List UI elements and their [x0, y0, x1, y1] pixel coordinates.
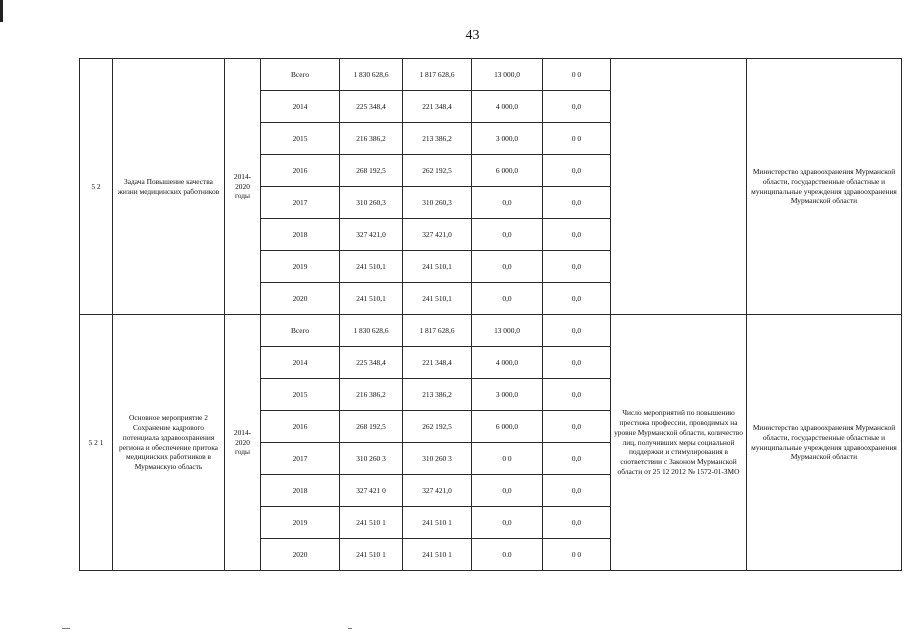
implementation-period: 2014-2020 годы	[225, 59, 261, 315]
year-cell: 2020	[261, 539, 340, 571]
total-cell: 327 421 0	[340, 475, 403, 507]
year-cell: 2018	[261, 475, 340, 507]
year-cell: 2019	[261, 507, 340, 539]
federal-budget-cell: 4 000,0	[472, 347, 543, 379]
regional-budget-cell: 241 510,1	[403, 283, 472, 315]
scan-edge-mark	[0, 0, 3, 22]
federal-budget-cell: 3 000,0	[472, 123, 543, 155]
page-number: 43	[465, 28, 480, 43]
federal-budget-cell: 0,0	[472, 475, 543, 507]
other-sources-cell: 0 0	[543, 539, 611, 571]
target-indicator	[611, 59, 747, 315]
regional-budget-cell: 262 192,5	[403, 155, 472, 187]
total-cell: 310 260,3	[340, 187, 403, 219]
regional-budget-cell: 213 386,2	[403, 379, 472, 411]
regional-budget-cell: 310 260,3	[403, 187, 472, 219]
total-cell: 268 192,5	[340, 155, 403, 187]
table-row	[80, 59, 902, 91]
total-cell: 268 192,5	[340, 411, 403, 443]
program-table-body	[80, 59, 902, 571]
regional-budget-cell: 241 510,1	[403, 251, 472, 283]
item-number: 5 2 1	[80, 315, 113, 571]
scan-mark	[348, 628, 352, 629]
implementation-period: 2014-2020 годы	[225, 315, 261, 571]
year-cell: 2016	[261, 411, 340, 443]
federal-budget-cell: 0,0	[472, 187, 543, 219]
federal-budget-cell: 6 000,0	[472, 155, 543, 187]
total-cell: 216 386,2	[340, 379, 403, 411]
table-row	[80, 315, 902, 347]
other-sources-cell: 0,0	[543, 251, 611, 283]
year-cell: 2014	[261, 347, 340, 379]
other-sources-cell: 0,0	[543, 283, 611, 315]
total-cell: 241 510,1	[340, 251, 403, 283]
federal-budget-cell: 13 000,0	[472, 59, 543, 91]
total-cell: 225 348,4	[340, 347, 403, 379]
regional-budget-cell: 310 260 3	[403, 443, 472, 475]
responsible-executor: Министерство здравоохранения Мурманской области, государственные областные и муниципальные учреждения здравоохранения Мурманской области	[747, 59, 902, 315]
federal-budget-cell: 4 000,0	[472, 91, 543, 123]
year-cell: 2015	[261, 379, 340, 411]
other-sources-cell: 0,0	[543, 379, 611, 411]
federal-budget-cell: 13 000,0	[472, 315, 543, 347]
regional-budget-cell: 213 386,2	[403, 123, 472, 155]
year-cell: 2016	[261, 155, 340, 187]
total-cell: 216 386,2	[340, 123, 403, 155]
regional-budget-cell: 1 817 628,6	[403, 315, 472, 347]
regional-budget-cell: 1 817 628,6	[403, 59, 472, 91]
total-cell: 327 421,0	[340, 219, 403, 251]
other-sources-cell: 0 0	[543, 59, 611, 91]
other-sources-cell: 0,0	[543, 315, 611, 347]
target-indicator: Число мероприятий по повышению престижа профессии, проводимых на уровне Мурманской области, количество лиц, получивших меры социальной поддержки и стимулирования в соответствии с Законом Мурманской области от 25 12 2012 № 1572-01-ЗМО	[611, 315, 747, 571]
year-cell: 2017	[261, 443, 340, 475]
regional-budget-cell: 327 421,0	[403, 475, 472, 507]
federal-budget-cell: 0,0	[472, 251, 543, 283]
federal-budget-cell: 6 000,0	[472, 411, 543, 443]
year-cell: 2014	[261, 91, 340, 123]
responsible-executor: Министерство здравоохранения Мурманской области, государственные областные и муниципальные учреждения здравоохранения Мурманской области	[747, 315, 902, 571]
total-cell: 225 348,4	[340, 91, 403, 123]
other-sources-cell: 0,0	[543, 187, 611, 219]
year-cell: 2020	[261, 283, 340, 315]
federal-budget-cell: 0.0	[472, 539, 543, 571]
other-sources-cell: 0,0	[543, 507, 611, 539]
other-sources-cell: 0,0	[543, 219, 611, 251]
federal-budget-cell: 0,0	[472, 507, 543, 539]
regional-budget-cell: 241 510 1	[403, 539, 472, 571]
regional-budget-cell: 327 421,0	[403, 219, 472, 251]
other-sources-cell: 0,0	[543, 411, 611, 443]
total-cell: 241 510,1	[340, 283, 403, 315]
total-cell: 1 830 628,6	[340, 315, 403, 347]
item-title: Задача Повышение качества жизни медицинских работников	[113, 59, 225, 315]
federal-budget-cell: 3 000,0	[472, 379, 543, 411]
regional-budget-cell: 241 510 1	[403, 507, 472, 539]
total-cell: 310 260 3	[340, 443, 403, 475]
year-cell: 2017	[261, 187, 340, 219]
item-number: 5 2	[80, 59, 113, 315]
other-sources-cell: 0,0	[543, 443, 611, 475]
other-sources-cell: 0,0	[543, 347, 611, 379]
year-cell: 2015	[261, 123, 340, 155]
federal-budget-cell: 0,0	[472, 283, 543, 315]
year-cell: 2018	[261, 219, 340, 251]
program-table	[79, 58, 902, 571]
regional-budget-cell: 221 348,4	[403, 91, 472, 123]
year-cell: Всего	[261, 315, 340, 347]
other-sources-cell: 0,0	[543, 155, 611, 187]
year-cell: 2019	[261, 251, 340, 283]
federal-budget-cell: 0,0	[472, 219, 543, 251]
item-title: Основное мероприятие 2 Сохранение кадрового потенциала здравоохранения региона и обеспечение притока медицинских работников в Мурманскую область	[113, 315, 225, 571]
total-cell: 241 510 1	[340, 507, 403, 539]
other-sources-cell: 0,0	[543, 475, 611, 507]
year-cell: Всего	[261, 59, 340, 91]
total-cell: 1 830 628,6	[340, 59, 403, 91]
regional-budget-cell: 262 192,5	[403, 411, 472, 443]
other-sources-cell: 0 0	[543, 123, 611, 155]
other-sources-cell: 0,0	[543, 91, 611, 123]
scan-mark	[62, 628, 70, 629]
federal-budget-cell: 0 0	[472, 443, 543, 475]
total-cell: 241 510 1	[340, 539, 403, 571]
regional-budget-cell: 221 348,4	[403, 347, 472, 379]
